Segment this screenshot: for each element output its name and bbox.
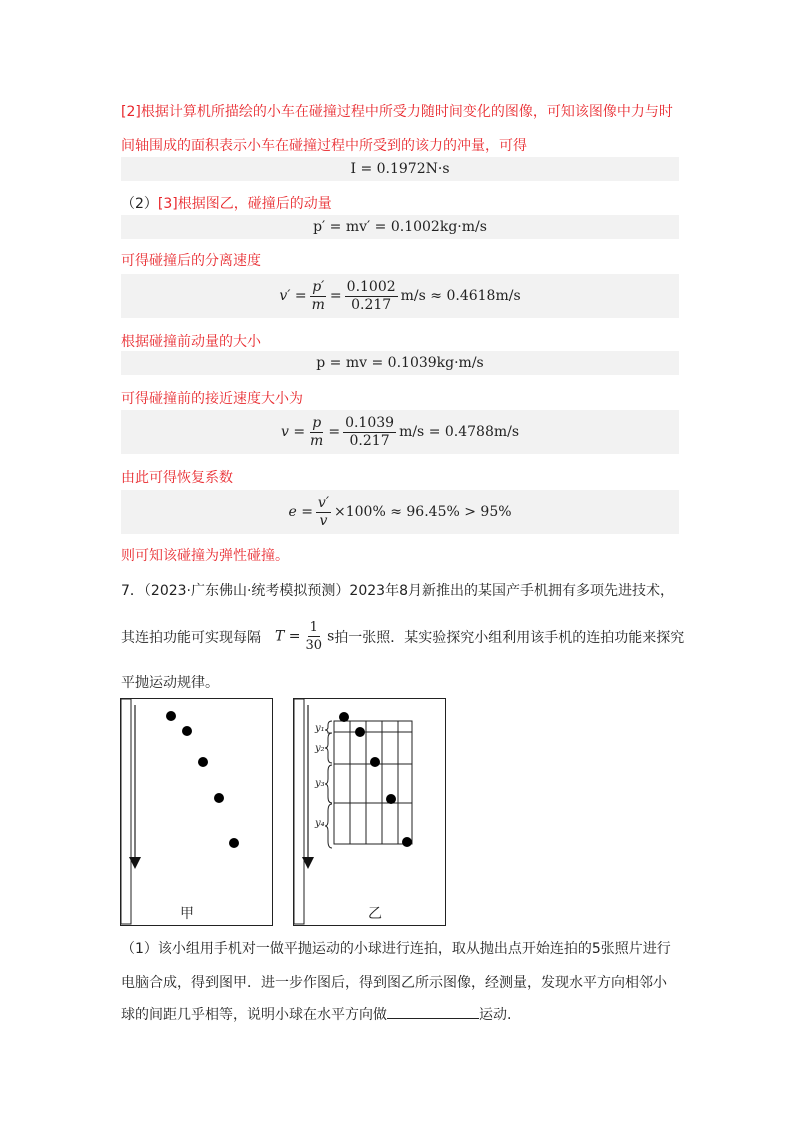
label-y4: y₄ [315,818,325,829]
paragraph-2-text: [3]根据图乙，碰撞后的动量 [157,196,332,212]
figure-yi [293,698,446,926]
question-7-line-1: 7．（2023·广东佛山·统考模拟预测）2023年8月新推出的某国产手机拥有多项先进技术， [121,583,674,599]
eq-rhs: m/s ≈ 0.4618m/s [400,288,521,304]
eq-lhs: e = [288,504,313,520]
line-2-text-before: 其连拍功能可实现每隔 [121,629,261,646]
label-y2: y₂ [315,743,325,754]
question-7-line-3: 平抛运动规律。 [121,675,219,691]
period-formula [275,619,334,654]
fraction-value [343,415,396,450]
formula-unit: s [327,628,335,645]
equation-impulse [121,157,679,181]
eq-sign: = [329,288,342,304]
label-y3: y₃ [315,778,325,789]
fraction-numerator: p′ [312,278,325,295]
solution-paragraph-1-line-2: 间轴围成的面积表示小车在碰撞过程中所受到的该力的冲量，可得 [121,138,527,154]
figure-jia-caption: 甲 [180,906,194,922]
solution-conclusion: 则可知该碰撞为弹性碰撞。 [121,548,289,564]
solution-paragraph-4: 根据碰撞前动量的大小 [121,334,261,350]
figure-jia [120,698,273,926]
label-y1: y₁ [315,723,325,734]
solution-paragraph-3: 可得碰撞后的分离速度 [121,253,261,269]
equation-momentum-after-text: p′ = mv′ = 0.1002kg·m/s [313,219,487,235]
eq-rhs: ×100% ≈ 96.45% > 95% [334,504,512,520]
fraction-numerator: 0.1002 [346,278,396,295]
equation-impulse-text: I = 0.1972N·s [350,161,450,177]
fraction-denominator: m [310,432,324,449]
eq-sign: = [328,424,341,440]
eq-lhs: v′ = [279,288,307,304]
solution-paragraph-5: 可得碰撞前的接近速度大小为 [121,391,303,407]
fraction-numerator: v′ [317,494,330,511]
formula-lhs: T = [275,628,301,645]
equation-momentum-before [121,351,679,375]
fraction-p-over-m [308,415,325,450]
fraction-denominator: 30 [305,638,323,653]
equation-momentum-before-text: p = mv = 0.1039kg·m/s [316,355,484,371]
sub-question-1-line-2: 电脑合成，得到图甲．进一步作图后，得到图乙所示图像，经测量，发现水平方向相邻小 [121,975,667,991]
eq-rhs: m/s = 0.4788m/s [399,424,520,440]
eq-lhs: v = [280,424,306,440]
fraction-v-ratio [316,495,331,530]
fraction-denominator: v [319,512,328,529]
fraction-numerator: 0.1039 [345,414,395,431]
fraction-denominator: m [311,296,325,313]
equation-restitution [121,490,679,534]
line-2-text-after: 拍一张照．某实验探究小组利用该手机的连拍功能来探究 [334,629,685,646]
solution-paragraph-1-line-1: [2]根据计算机所描绘的小车在碰撞过程中所受力随时间变化的图像，可知该图像中力与时 [121,104,673,120]
line-3-text-after: 运动. [479,1007,512,1023]
sub-question-1-line-1: （1）该小组用手机对一做平抛运动的小球进行连拍，取从抛出点开始连拍的5张照片进行 [121,941,671,957]
fraction-p-over-m [310,279,327,314]
answer-blank[interactable] [387,1004,479,1019]
fraction-numerator: p [312,414,322,431]
equation-velocity-after [121,274,679,318]
equation-velocity-before [121,410,679,454]
fraction-value [345,279,398,314]
fraction-denominator: 0.217 [351,296,392,313]
equation-momentum-after [121,215,679,239]
solution-paragraph-6: 由此可得恢复系数 [121,470,233,486]
sub-question-1-line-3 [121,1004,511,1024]
figure-jia-drawing [121,699,272,925]
part-number: （2） [121,196,158,212]
line-3-text-before: 球的间距几乎相等，说明小球在水平方向做 [121,1007,387,1023]
solution-paragraph-2 [121,193,332,213]
fraction-numerator: 1 [309,620,318,635]
figure-yi-caption: 乙 [368,906,382,922]
fraction-denominator: 0.217 [349,432,390,449]
question-7-line-2 [121,619,684,654]
fraction-1-over-30 [304,619,325,654]
